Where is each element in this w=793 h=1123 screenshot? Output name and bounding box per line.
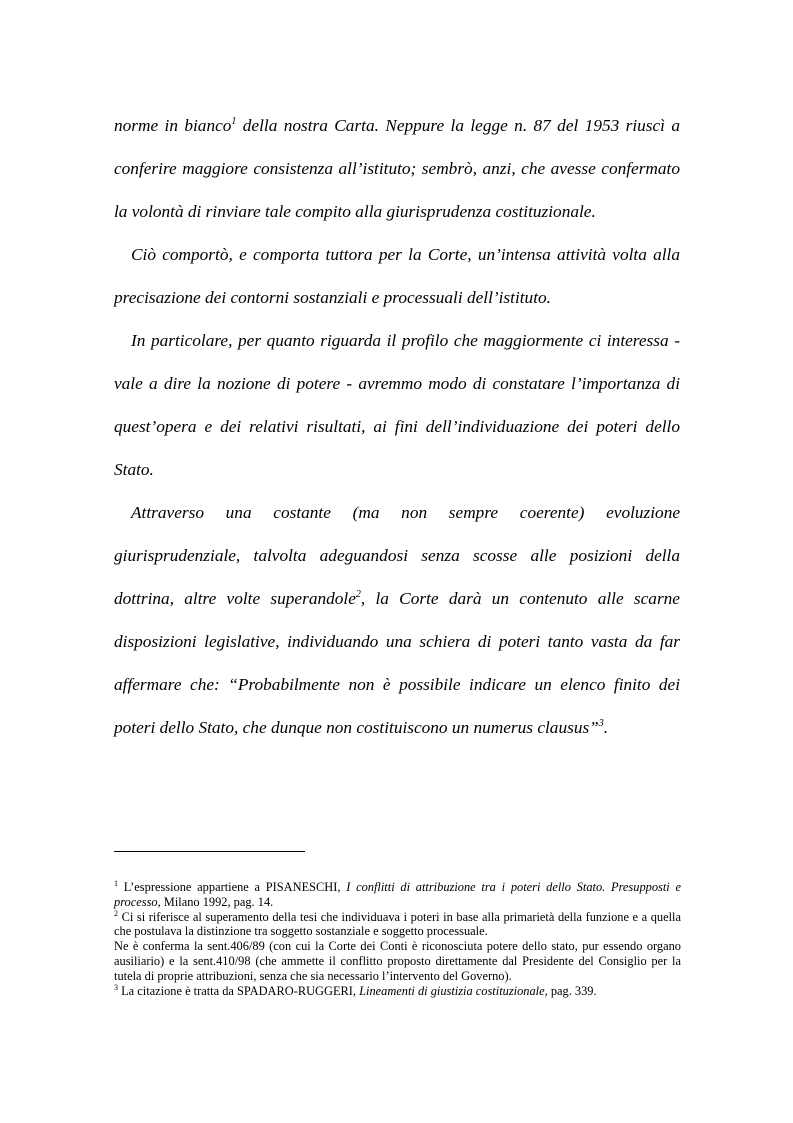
body-text xyxy=(114,104,680,749)
paragraph-4-end: . xyxy=(603,718,609,737)
paragraph-1-rest: della nostra Carta. Neppure la legge n. 87 del 1953 riuscì a conferire maggiore consistenza all’istituto; sembrò, anzi, che avesse confermato la volontà di rinviare tale compito alla giurisprudenza costituzionale. xyxy=(114,116,681,221)
footnote-2-number: 2 xyxy=(114,908,118,918)
footnote-3 xyxy=(114,984,681,999)
footnote-ref-3: 3 xyxy=(598,718,604,729)
footnote-2-text: Ci si riferisce al superamento della tesi che individuava i poteri in base alla primarietà della funzione e a quella che postulava la distinzione tra soggetto sostanziale e soggetto processuale. xyxy=(114,909,681,939)
paragraph-3: In particolare, per quanto riguarda il profilo che maggiormente ci interessa - vale a dire la nozione di potere - avremmo modo di constatare l’importanza di quest’opera e dei relativi risultati, ai fini dell’individuazione dei poteri dello Stato. xyxy=(114,331,680,479)
footnote-2 xyxy=(114,910,681,940)
paragraph-4 xyxy=(114,491,680,749)
footnote-3-title: Lineamenti di giustizia costituzionale xyxy=(359,983,545,998)
footnote-1-text-end: Milano 1992, pag. 14. xyxy=(160,894,274,909)
footnote-1 xyxy=(114,880,681,910)
footnote-separator xyxy=(114,851,305,852)
footnote-3-number: 3 xyxy=(114,982,118,992)
footnote-2-continuation: Ne è conferma la sent.406/89 (con cui la Corte dei Conti è riconosciuta potere dello stato, pur essendo organo ausiliario) e la sent.410/98 (che ammette il conflitto proposto direttamente dal Presidente del Consiglio per la tutela di proprie attribuzioni, senza che sia necessario l’intervento del Governo). xyxy=(114,939,681,983)
footnote-1-text-start: L’espressione appartiene a PISANESCHI, xyxy=(118,880,347,894)
footnote-ref-1: 1 xyxy=(231,116,237,127)
paragraph-4-start: Attraverso una costante (ma non sempre coerente) evoluzione giurisprudenziale, talvolta adeguandosi senza scosse alle posizioni della dottrina, altre volte superandole xyxy=(114,503,680,608)
footnote-3-text-start: La citazione è tratta da SPADARO-RUGGERI, xyxy=(118,983,360,998)
footnote-1-number: 1 xyxy=(114,879,118,888)
paragraph-1 xyxy=(114,104,680,233)
footnotes xyxy=(114,880,681,998)
footnote-3-text-end: , pag. 339. xyxy=(544,983,597,998)
footnote-ref-2: 2 xyxy=(355,589,361,600)
footnote-1-title: I conflitti di attribuzione tra i poteri dello Stato. Presupposti e processo, xyxy=(114,880,681,909)
paragraph-2: Ciò comportò, e comporta tuttora per la Corte, un’intensa attività volta alla precisazione dei contorni sostanziali e processuali dell’istituto. xyxy=(114,245,680,307)
paragraph-4-middle: , la Corte darà un contenuto alle scarne disposizioni legislative, individuando una schiera di poteri tanto vasta da far affermare che: “Probabilmente non è possibile indicare un elenco finito dei poteri dello Stato, che dunque non costituiscono un numerus clausus” xyxy=(114,589,680,737)
paragraph-1-start: norme in bianco xyxy=(114,116,232,135)
